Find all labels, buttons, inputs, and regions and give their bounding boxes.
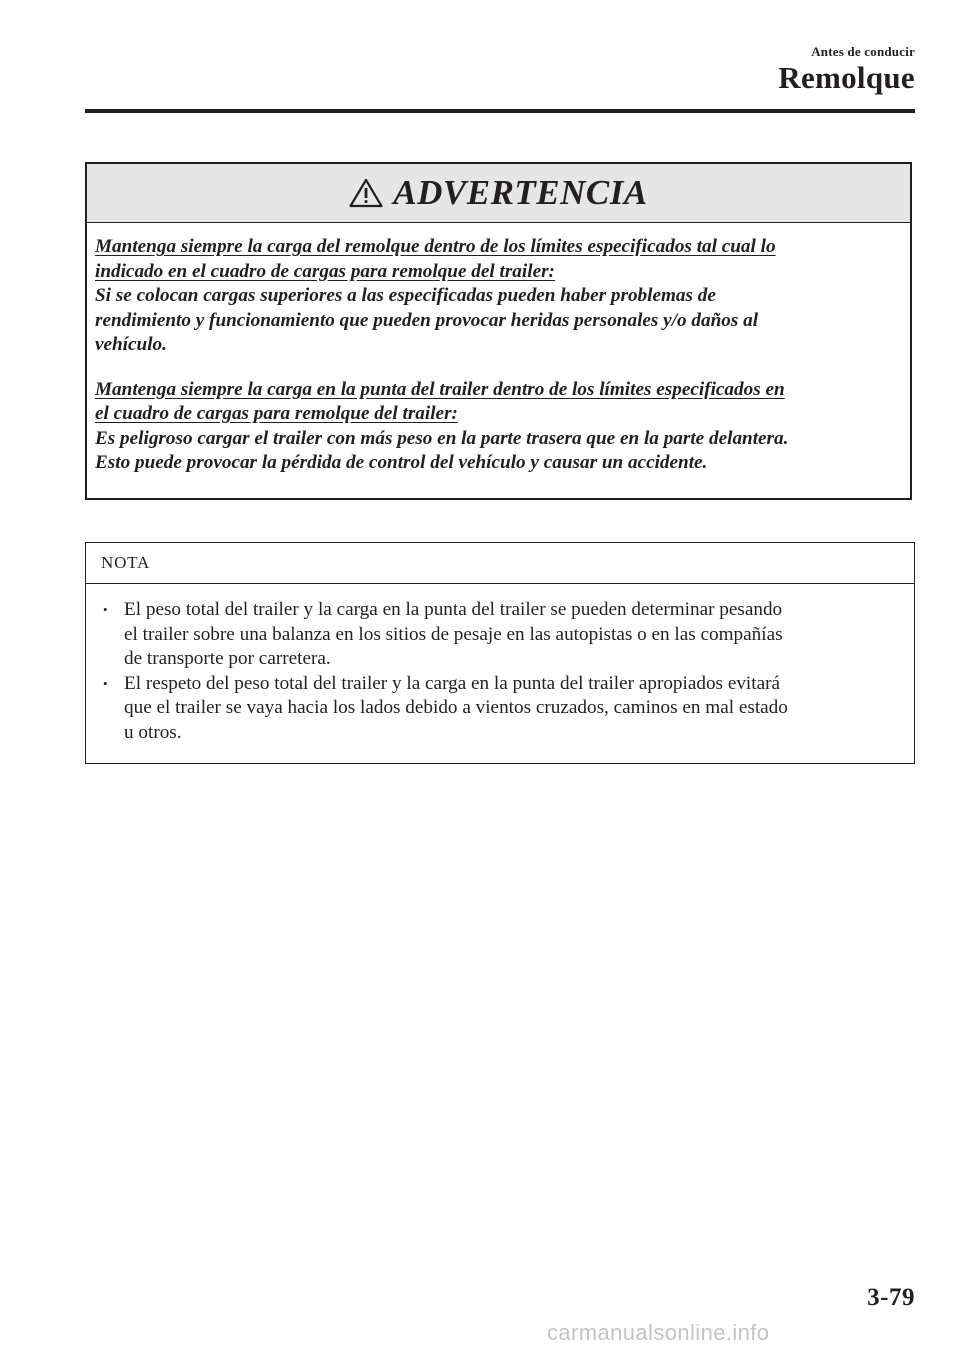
bullet-icon: • bbox=[103, 675, 108, 691]
warning-text-1-line-3: vehículo. bbox=[95, 334, 167, 355]
note-list-item bbox=[101, 598, 914, 672]
warning-text-2-line-1: Es peligroso cargar el trailer con más peso en la parte trasera que en la parte delantera. bbox=[95, 427, 789, 449]
warning-header bbox=[87, 164, 910, 223]
page-number: 3-79 bbox=[867, 1284, 915, 1311]
header-rule bbox=[85, 109, 915, 113]
page-title: Remolque bbox=[778, 60, 915, 95]
note-title: NOTA bbox=[86, 543, 914, 584]
warning-body bbox=[87, 223, 910, 476]
warning-text-1-line-2: rendimiento y funcionamiento que pueden provocar heridas personales y/o daños al bbox=[95, 309, 759, 331]
note-box bbox=[85, 542, 915, 764]
warning-title: ADVERTENCIA bbox=[393, 173, 648, 212]
note-item-2-line-1: El respeto del peso total del trailer y la carga en la punta del trailer apropiados evitará bbox=[124, 672, 781, 694]
note-body bbox=[86, 584, 914, 745]
bullet-icon: • bbox=[103, 602, 108, 617]
warning-triangle-icon bbox=[349, 178, 383, 208]
note-item-1-line-3: de transporte por carretera. bbox=[124, 648, 331, 669]
warning-text-1-line-1: Si se colocan cargas superiores a las especificadas pueden haber problemas de bbox=[95, 285, 716, 306]
paragraph-gap bbox=[95, 358, 910, 378]
warning-heading-1-line-2: indicado en el cuadro de cargas para remolque del trailer: bbox=[95, 260, 555, 282]
warning-text-2-line-2: Esto puede provocar la pérdida de control del vehículo y causar un accidente. bbox=[95, 452, 708, 473]
warning-heading-2-line-2: el cuadro de cargas para remolque del trailer: bbox=[95, 403, 458, 424]
note-item-1-line-2: el trailer sobre una balanza en los sitios de pesaje en las autopistas o en las compañías bbox=[124, 623, 783, 645]
watermark: carmanualsonline.info bbox=[547, 1320, 770, 1345]
warning-box bbox=[85, 162, 912, 500]
note-item-2-line-2: que el trailer se vaya hacia los lados debido a vientos cruzados, caminos en mal estado bbox=[124, 697, 788, 718]
section-label: Antes de conducir bbox=[811, 44, 915, 59]
note-list-item bbox=[101, 672, 914, 746]
note-item-1-line-1: El peso total del trailer y la carga en la punta del trailer se pueden determinar pesando bbox=[124, 599, 783, 620]
warning-heading-1-line-1: Mantenga siempre la carga del remolque dentro de los límites especificados tal cual lo bbox=[95, 236, 776, 257]
note-item-2-line-3: u otros. bbox=[124, 721, 182, 743]
warning-heading-2-line-1: Mantenga siempre la carga en la punta del trailer dentro de los límites especificados en bbox=[95, 378, 785, 400]
